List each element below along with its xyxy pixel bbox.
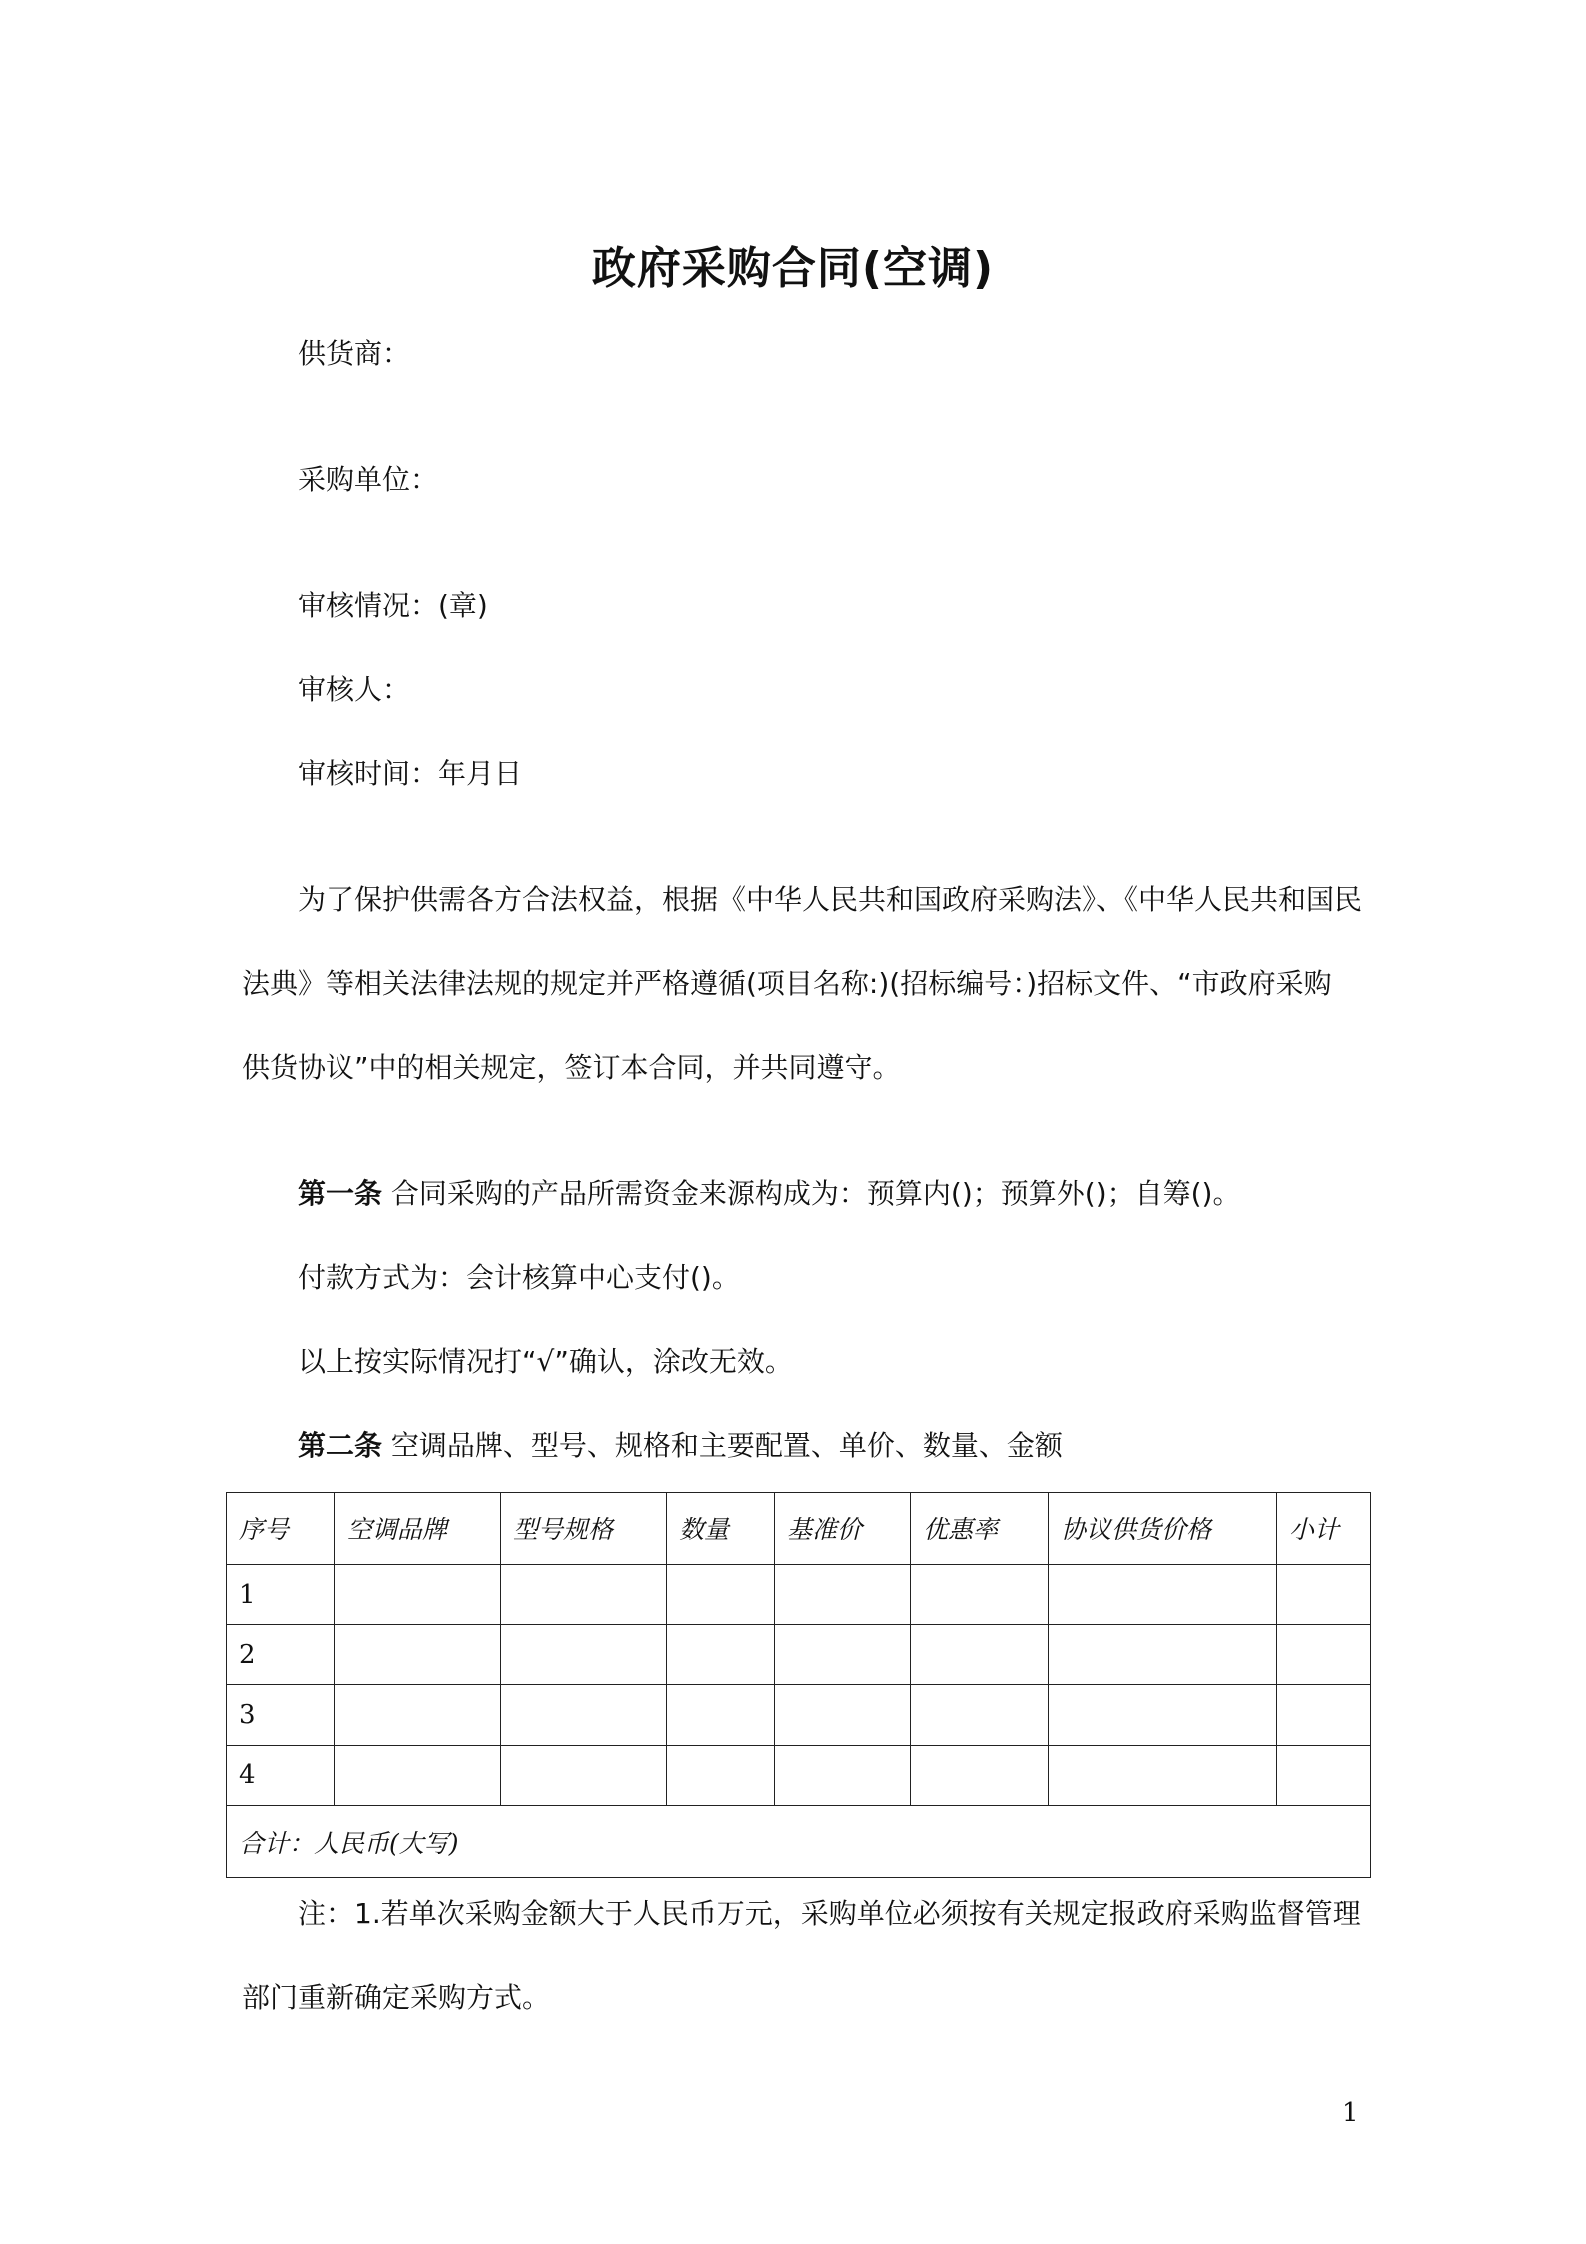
table-cell (335, 1685, 501, 1745)
table-row (227, 1685, 1371, 1745)
table-cell-index: 4 (227, 1745, 335, 1805)
table-header-cell: 型号规格 (501, 1493, 667, 1565)
article-1 (298, 1177, 1241, 1210)
table-cell (1049, 1625, 1277, 1685)
table-cell (775, 1625, 911, 1685)
table-cell (501, 1745, 667, 1805)
document-title: 政府采购合同(空调) (591, 243, 995, 294)
review-time-field: 审核时间：年月日 (298, 757, 523, 790)
table-cell (1277, 1625, 1371, 1685)
table-cell (1277, 1564, 1371, 1624)
table-header-row (227, 1493, 1371, 1565)
intro-paragraph-line-3: 供货协议”中的相关规定，签订本合同，并共同遵守。 (242, 1051, 901, 1084)
article-2 (298, 1429, 1063, 1462)
table-total-row (227, 1806, 1371, 1878)
table-cell-index: 2 (227, 1625, 335, 1685)
table-cell (667, 1745, 775, 1805)
table-header-cell: 优惠率 (911, 1493, 1049, 1565)
table-cell (667, 1564, 775, 1624)
table-cell (1049, 1685, 1277, 1745)
table-cell (501, 1685, 667, 1745)
table-cell (335, 1564, 501, 1624)
table-cell (911, 1685, 1049, 1745)
article-1-text: 合同采购的产品所需资金来源构成为：预算内()；预算外()；自筹()。 (382, 1177, 1241, 1210)
product-table (226, 1492, 1370, 1878)
table-header-cell: 基准价 (775, 1493, 911, 1565)
table-header-cell: 空调品牌 (335, 1493, 501, 1565)
table-header-cell: 序号 (227, 1493, 335, 1565)
table-header-cell: 小计 (1277, 1493, 1371, 1565)
table-cell (1277, 1685, 1371, 1745)
table-cell (775, 1685, 911, 1745)
payment-method: 付款方式为：会计核算中心支付()。 (298, 1261, 740, 1294)
article-2-heading: 第二条 (298, 1429, 383, 1462)
supplier-field: 供货商： (298, 337, 411, 370)
confirm-instruction: 以上按实际情况打“√”确认，涂改无效。 (298, 1345, 793, 1378)
table-cell-index: 3 (227, 1685, 335, 1745)
table-cell (335, 1625, 501, 1685)
article-2-text: 空调品牌、型号、规格和主要配置、单价、数量、金额 (382, 1429, 1063, 1462)
article-1-heading: 第一条 (298, 1177, 383, 1210)
table-cell (1049, 1564, 1277, 1624)
intro-paragraph-line-1: 为了保护供需各方合法权益，根据《中华人民共和国政府采购法》、《中华人民共和国民 (298, 883, 1363, 916)
table-header-cell: 数量 (667, 1493, 775, 1565)
intro-paragraph-line-2: 法典》等相关法律法规的规定并严格遵循(项目名称:)(招标编号：)招标文件、“市政府采购 (242, 967, 1332, 1000)
purchaser-field: 采购单位： (298, 463, 439, 496)
table-cell (911, 1625, 1049, 1685)
note-line-2: 部门重新确定采购方式。 (242, 1981, 551, 2014)
table-row (227, 1625, 1371, 1685)
table-row (227, 1745, 1371, 1805)
table-cell (335, 1745, 501, 1805)
table-cell (1277, 1745, 1371, 1805)
table-total-cell: 合计：人民币(大写) (227, 1806, 1371, 1878)
table-cell (501, 1564, 667, 1624)
table-header-cell: 协议供货价格 (1049, 1493, 1277, 1565)
table-cell (911, 1564, 1049, 1624)
table-cell-index: 1 (227, 1564, 335, 1624)
table-cell (911, 1745, 1049, 1805)
note-line-1: 注：1.若单次采购金额大于人民币万元，采购单位必须按有关规定报政府采购监督管理 (298, 1897, 1361, 1930)
product-table-grid (226, 1492, 1371, 1878)
table-cell (667, 1625, 775, 1685)
table-cell (667, 1685, 775, 1745)
table-cell (775, 1745, 911, 1805)
reviewer-field: 审核人： (298, 673, 411, 706)
table-cell (1049, 1745, 1277, 1805)
page-number: 1 (1342, 2098, 1359, 2128)
review-status-field: 审核情况：(章) (298, 589, 488, 622)
table-row (227, 1564, 1371, 1624)
table-cell (775, 1564, 911, 1624)
table-cell (501, 1625, 667, 1685)
